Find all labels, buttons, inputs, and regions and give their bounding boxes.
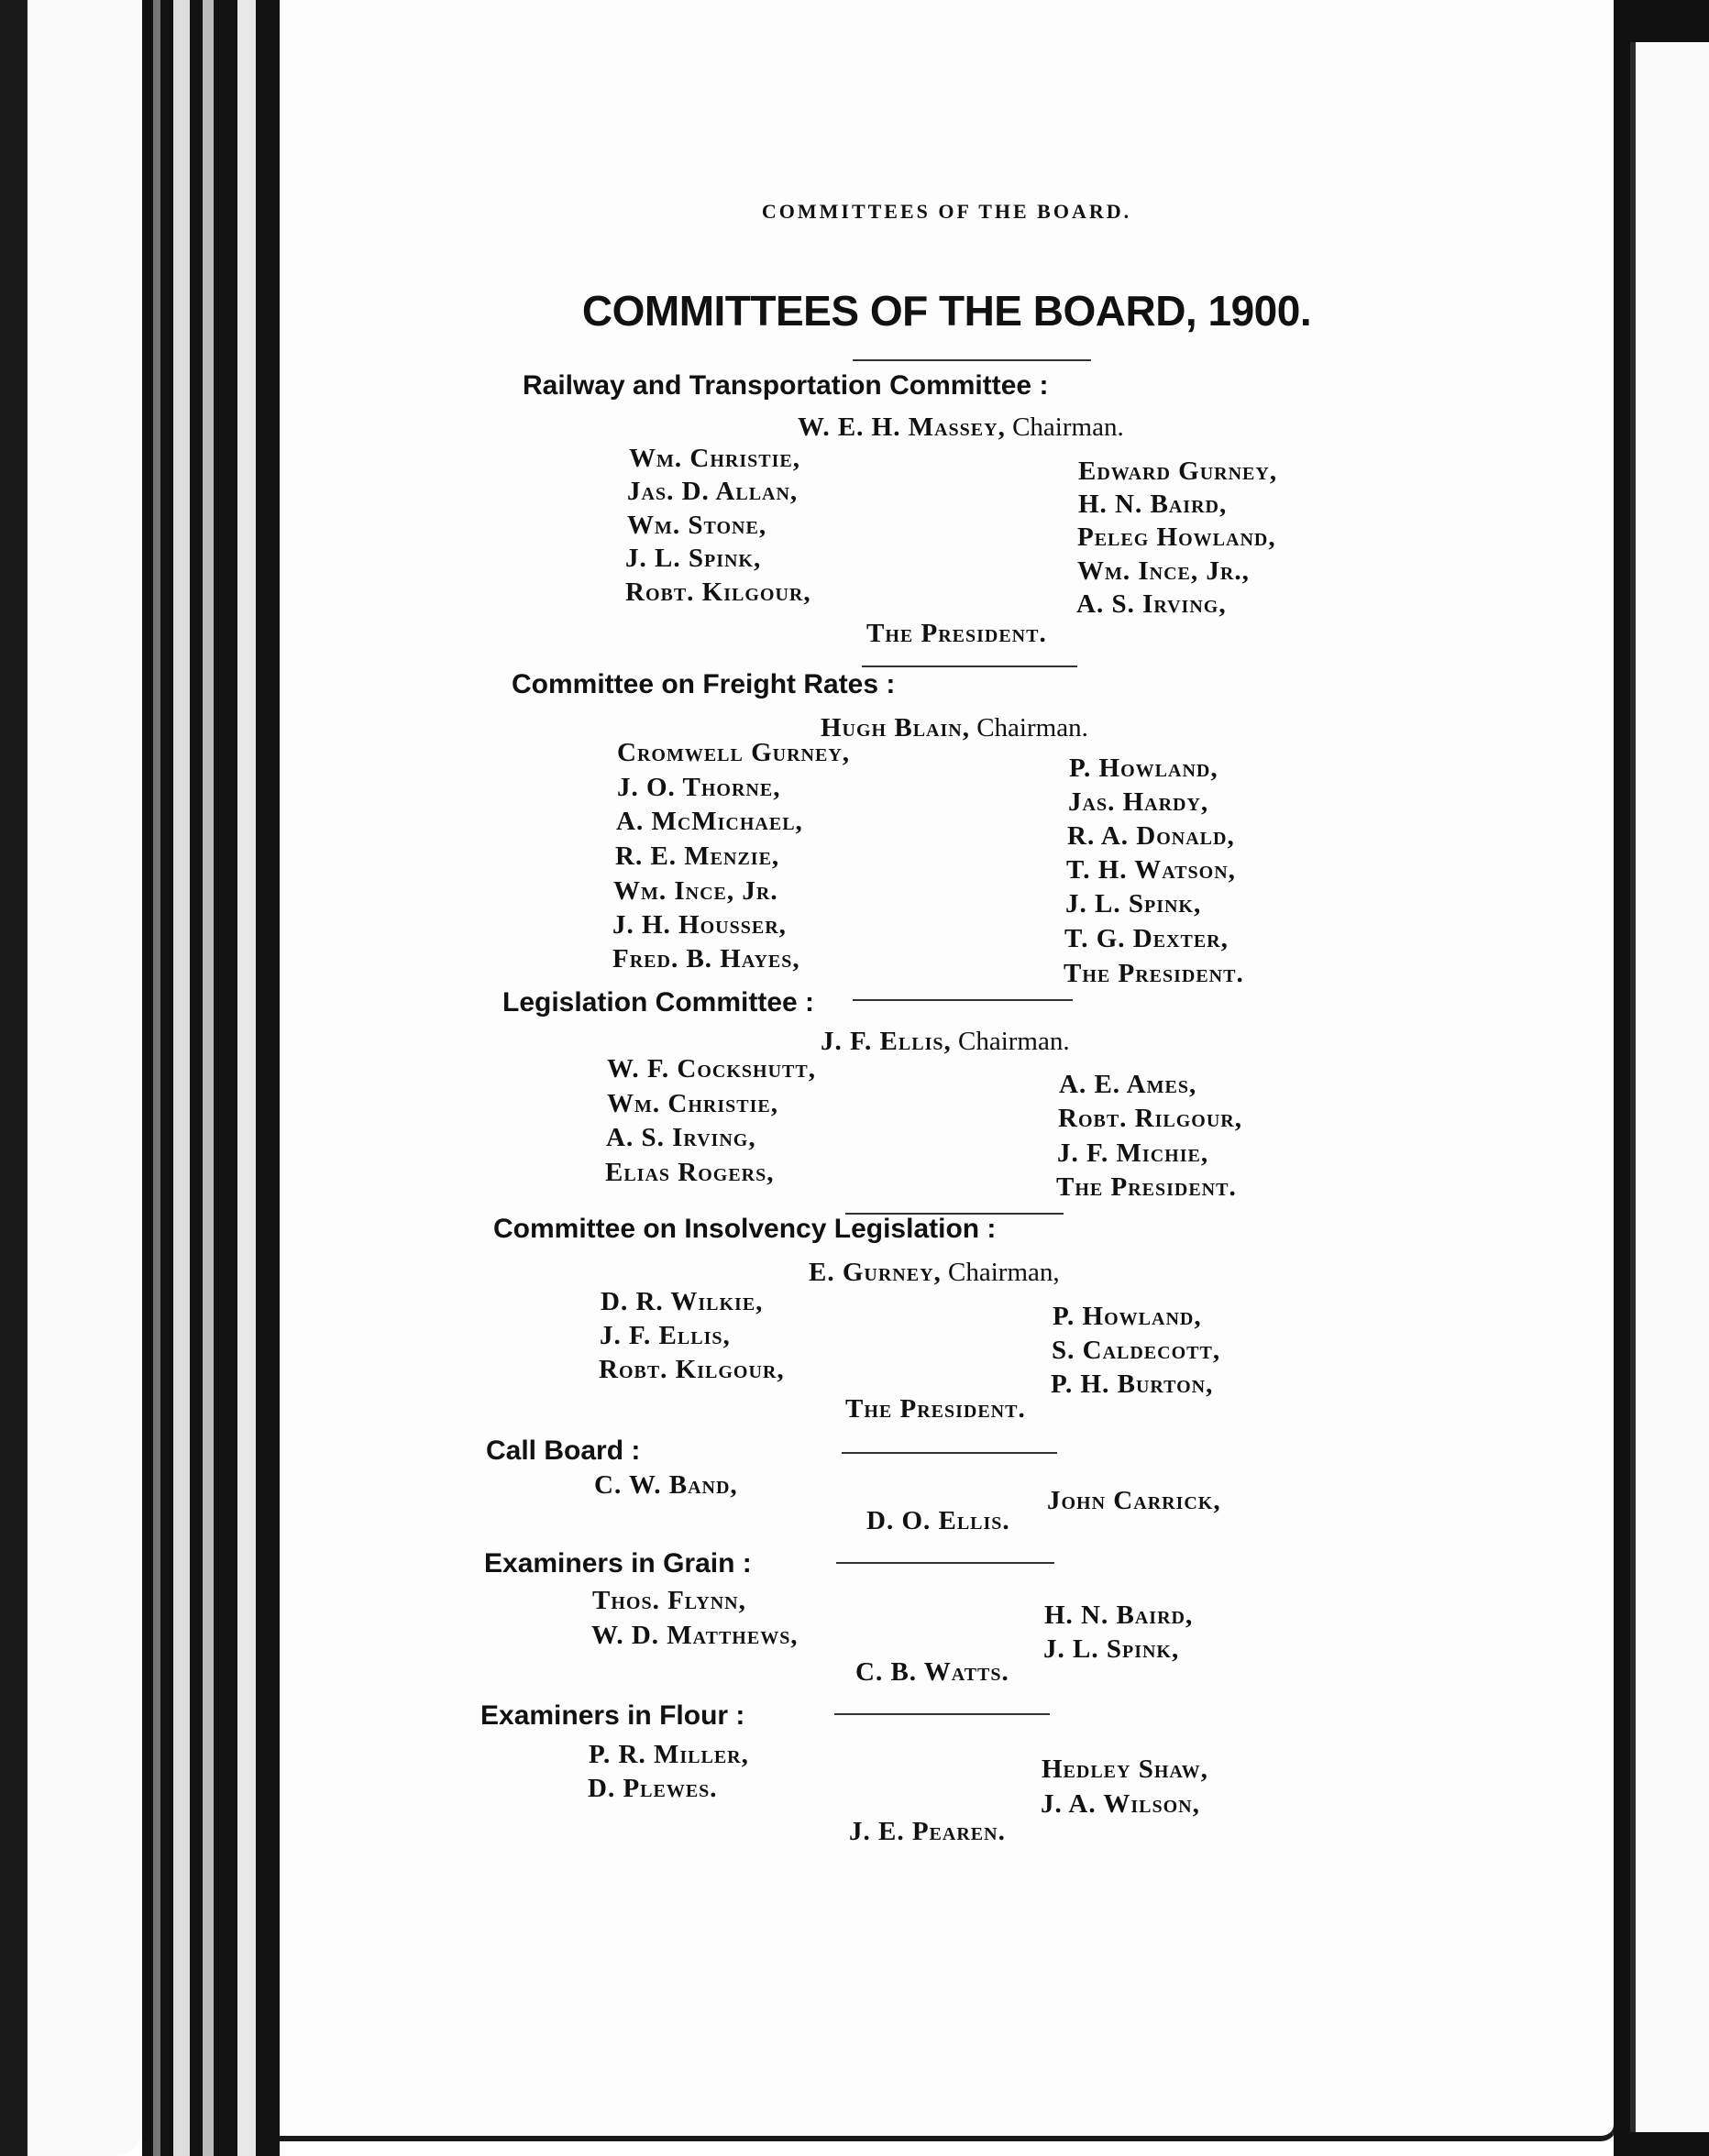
member-name: Wm. Christie, — [629, 444, 800, 473]
member-name: S. Caldecott, — [1052, 1336, 1221, 1365]
member-name: Jas. Hardy, — [1068, 787, 1209, 817]
chairman-role: Chairman, — [948, 1258, 1060, 1287]
closing-name: J. E. Pearen. — [849, 1817, 1006, 1846]
member-name: J. F. Ellis, — [600, 1321, 731, 1350]
member-name: Thos. Flynn, — [592, 1586, 746, 1615]
member-name: Edward Gurney, — [1078, 456, 1278, 486]
member-name: A. S. Irving, — [606, 1123, 756, 1152]
member-name: R. A. Donald, — [1067, 821, 1235, 851]
member-name: D. Plewes. — [588, 1774, 718, 1803]
section-heading: Committee on Freight Rates : — [512, 669, 896, 699]
member-name: C. W. Band, — [594, 1470, 738, 1500]
section-heading: Committee on Insolvency Legislation : — [493, 1214, 997, 1244]
member-name: H. N. Baird, — [1078, 490, 1228, 519]
chairman-line — [821, 713, 1088, 743]
chairman-name: Hugh Blain, — [821, 713, 970, 742]
member-name: John Carrick, — [1047, 1486, 1221, 1515]
member-name: Robt. Rilgour, — [1058, 1104, 1242, 1133]
chairman-role: Chairman. — [957, 1027, 1070, 1056]
closing-name: The President. — [845, 1394, 1026, 1424]
member-name: Hedley Shaw, — [1042, 1754, 1208, 1784]
member-name: Robt. Kilgour, — [599, 1355, 785, 1384]
chairman-line — [798, 412, 1124, 443]
member-name: J. H. Housser, — [612, 910, 787, 940]
closing-name: D. O. Ellis. — [866, 1506, 1010, 1535]
section-heading: Call Board : — [486, 1436, 641, 1466]
book-edges — [0, 0, 293, 2156]
section-rule — [853, 999, 1073, 1001]
member-name: Wm. Stone, — [627, 511, 767, 540]
member-name: Wm. Christie, — [607, 1089, 778, 1118]
member-name: P. H. Burton, — [1051, 1370, 1214, 1399]
section-heading: Legislation Committee : — [502, 987, 815, 1018]
member-name: J. L. Spink, — [1065, 889, 1202, 918]
member-name: P. Howland, — [1069, 754, 1218, 783]
member-name: Wm. Ince, Jr. — [613, 876, 778, 906]
section-heading: Examiners in Grain : — [484, 1548, 752, 1578]
member-name: A. E. Ames, — [1059, 1070, 1197, 1099]
page-title: COMMITTEES OF THE BOARD, 1900. — [581, 287, 1312, 335]
title-rule — [853, 359, 1091, 361]
member-name: J. O. Thorne, — [617, 773, 781, 802]
chairman-role: Chairman. — [1012, 412, 1124, 442]
closing-name: C. B. Watts. — [855, 1657, 1009, 1687]
section-heading: Examiners in Flour : — [480, 1700, 745, 1731]
member-name: Robt. Kilgour, — [625, 578, 811, 607]
member-name: The President. — [1056, 1172, 1237, 1202]
member-name: P. Howland, — [1053, 1302, 1202, 1331]
member-name: P. R. Miller, — [589, 1740, 749, 1769]
facing-page-edge — [1614, 0, 1709, 2156]
member-name: J. L. Spink, — [625, 544, 762, 573]
member-name: Wm. Ince, Jr., — [1077, 556, 1250, 586]
closing-name: The President. — [866, 619, 1047, 648]
member-name: Jas. D. Allan, — [627, 477, 799, 506]
section-rule — [842, 1452, 1057, 1454]
chairman-name: W. E. H. Massey, — [798, 412, 1006, 442]
chairman-role: Chairman. — [976, 713, 1088, 742]
member-name: J. A. Wilson, — [1041, 1789, 1200, 1819]
member-name: Cromwell Gurney, — [617, 738, 851, 767]
member-name: The President. — [1064, 959, 1244, 988]
member-name: A. McMichael, — [616, 807, 803, 836]
member-name: R. E. Menzie, — [615, 842, 780, 871]
chairman-line — [821, 1027, 1070, 1057]
section-rule — [834, 1713, 1050, 1715]
section-rule — [836, 1562, 1054, 1564]
member-name: W. D. Matthews, — [591, 1621, 799, 1650]
member-name: J. L. Spink, — [1043, 1634, 1180, 1664]
member-name: Peleg Howland, — [1077, 522, 1276, 552]
member-name: T. G. Dexter, — [1064, 924, 1229, 953]
member-name: Fred. B. Hayes, — [612, 944, 800, 974]
section-rule — [862, 666, 1077, 667]
member-name: T. H. Watson, — [1066, 855, 1236, 885]
member-name: Elias Rogers, — [605, 1158, 775, 1187]
member-name: A. S. Irving, — [1076, 589, 1227, 619]
member-name: D. R. Wilkie, — [601, 1287, 764, 1316]
section-heading: Railway and Transportation Committee : — [523, 370, 1049, 401]
chairman-name: J. F. Ellis, — [821, 1027, 952, 1056]
chairman-name: E. Gurney, — [809, 1258, 942, 1287]
member-name: J. F. Michie, — [1057, 1138, 1209, 1168]
chairman-line — [809, 1258, 1060, 1288]
member-name: W. F. Cockshutt, — [607, 1054, 816, 1084]
member-name: H. N. Baird, — [1044, 1600, 1194, 1630]
running-head: COMMITTEES OF THE BOARD. — [761, 200, 1132, 223]
